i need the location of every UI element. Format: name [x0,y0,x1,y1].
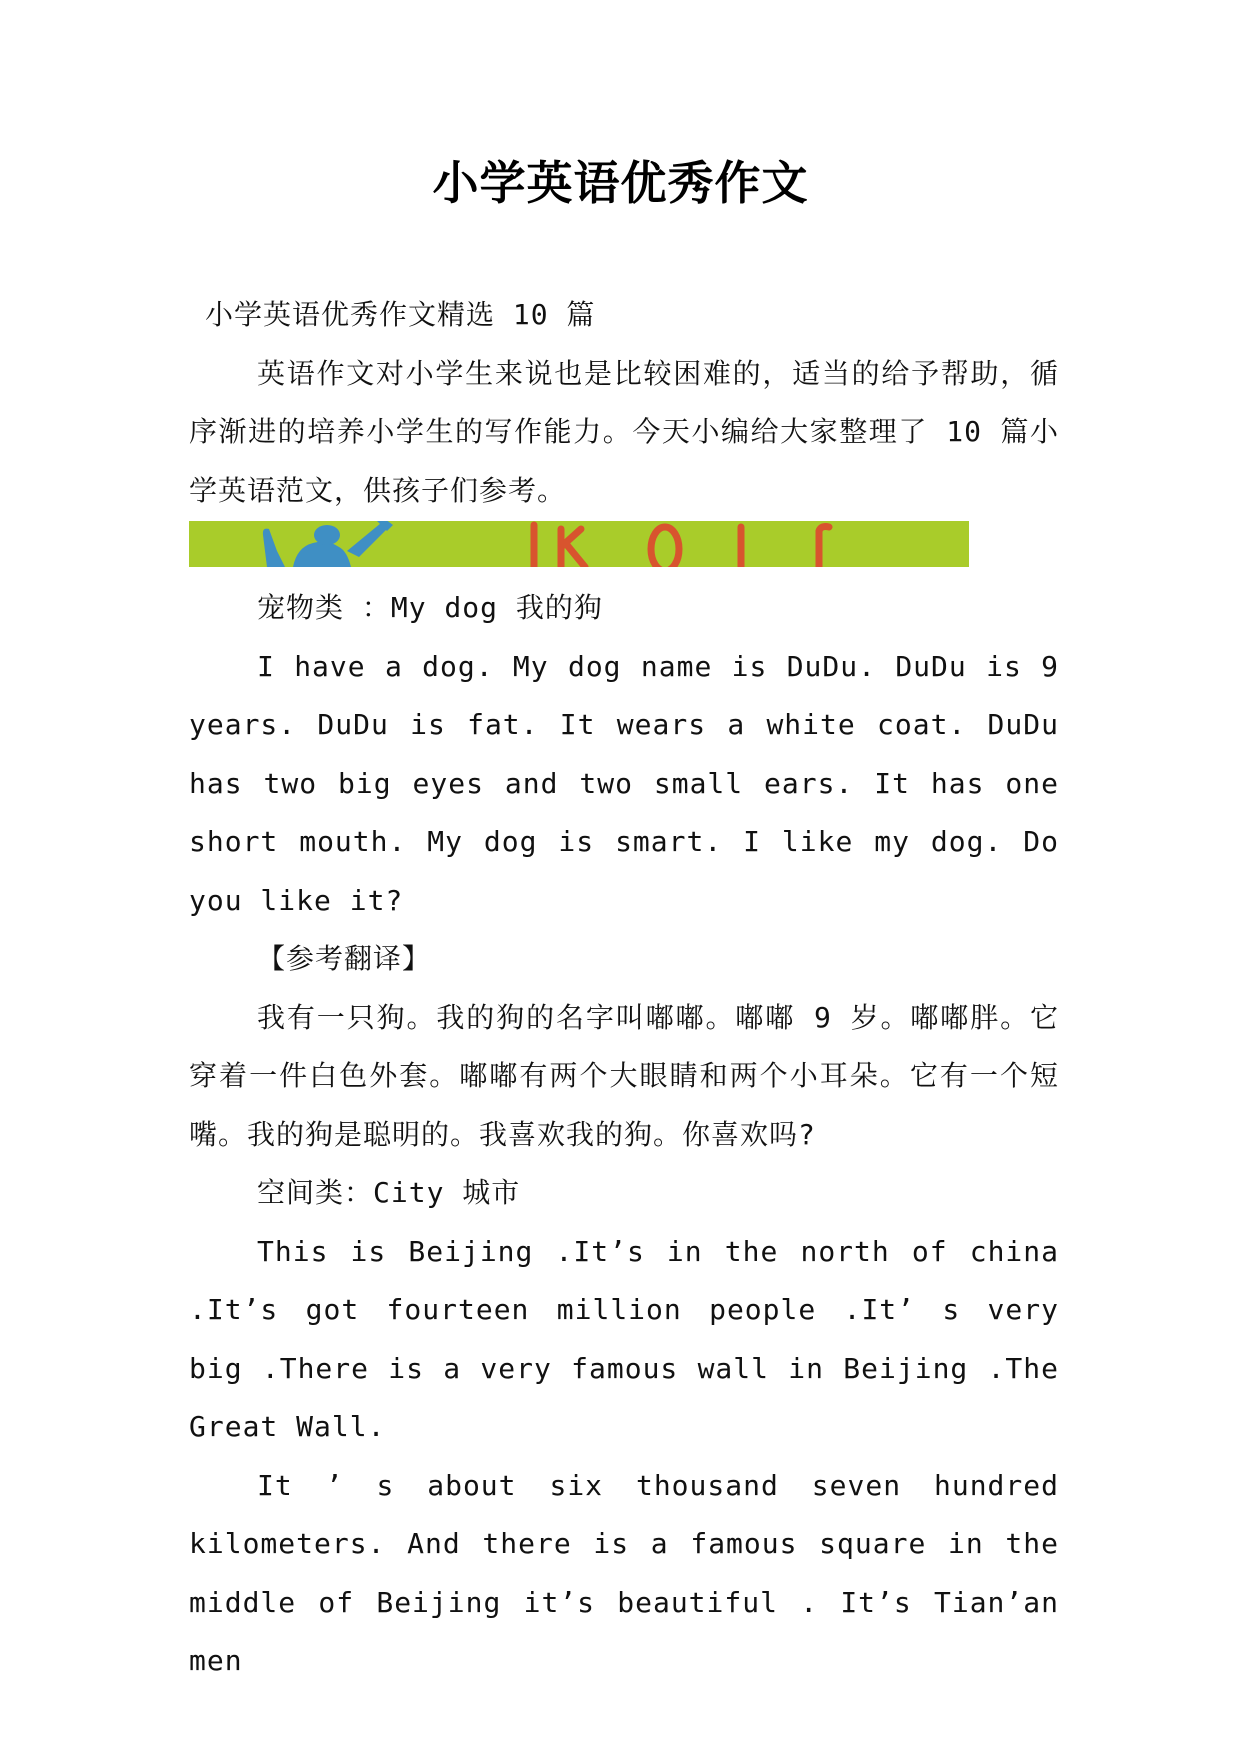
translation-label: 【参考翻译】 [257,942,432,975]
document-subtitle: 小学英语优秀作文精选 10 篇 [205,298,596,331]
banner-illustration [189,521,969,567]
pet-english-paragraph: I have a dog. My dog name is DuDu. DuDu is 9 years. DuDu is fat. It wears a white coat. DuDu has two big eyes and two small ears. It has one short mouth. My dog is smart. I like my dog. Do you like it? [189,649,1059,917]
city-english-paragraph-1: This is Beijing .It’s in the north of china .It’s got fourteen million people .It’ s very big .There is a very famous wall in Beijing .The Great Wall. [189,1234,1059,1443]
intro-paragraph: 英语作文对小学生来说也是比较困难的，适当的给予帮助，循序渐进的培养小学生的写作能力。今天小编给大家整理了 10 篇小学英语范文，供孩子们参考。 [189,356,1059,507]
document-body [189,286,1059,1691]
pet-translation-paragraph: 我有一只狗。我的狗的名字叫嘟嘟。嘟嘟 9 岁。嘟嘟胖。它穿着一件白色外套。嘟嘟有两个大眼睛和两个小耳朵。它有一个短嘴。我的狗是聪明的。我喜欢我的狗。你喜欢吗? [189,1000,1059,1151]
section-heading-pet: 宠物类 ：My dog 我的狗 [257,591,603,624]
city-english-paragraph-2: It ’ s about six thousand seven hundred kilometers. And there is a famous square in the middle of Beijing it’s beautiful . It’s Tian’an men [189,1468,1059,1677]
section-heading-city: 空间类：City 城市 [257,1176,521,1209]
banner-image [189,521,969,567]
document-title: 小学英语优秀作文 [432,156,809,210]
